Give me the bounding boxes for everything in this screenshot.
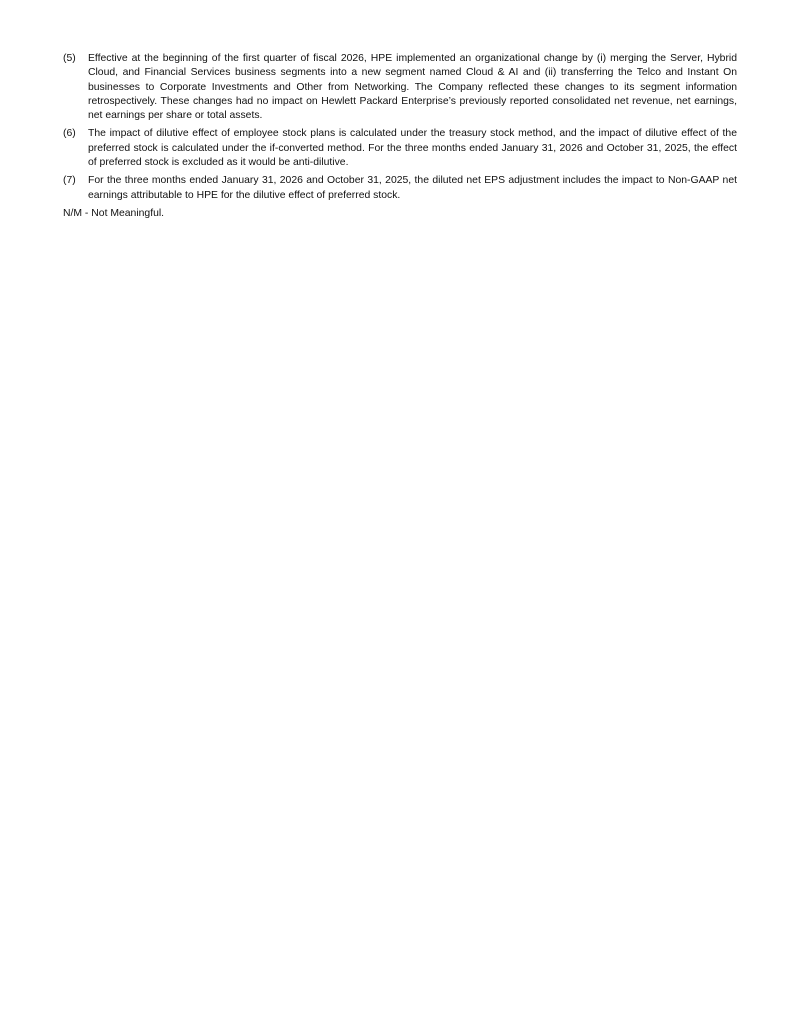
footnote-number: (6) [63, 128, 76, 140]
footnote-text: The impact of dilutive effect of employee stock plans is calculated under the treasury stock method, and the impact of dilutive effect of the preferred stock is calculated under the if-converted method. For the three months ended January 31, 2026 and October 31, 2025, the effect of preferred stock is excluded as it would be anti-dilutive. [88, 128, 737, 169]
footnotes-section [63, 52, 737, 221]
abbreviation-note: N/M - Not Meaningful. [63, 207, 165, 219]
footnote-5 [63, 52, 737, 123]
footnote-text: Effective at the beginning of the first quarter of fiscal 2026, HPE implemented an organizational change by (i) merging the Server, Hybrid Cloud, and Financial Services business segments into a new segment named Cloud & AI and (ii) transferring the Telco and Instant On businesses to Corporate Investments and Other from Networking. The Company reflected these changes to its segment information retrospectively. These changes had no impact on Hewlett Packard Enterprise’s previously reported consolidated net revenue, net earnings, net earnings per share or total assets. [88, 53, 737, 122]
footnote-7 [63, 174, 737, 203]
footnote-6 [63, 127, 737, 170]
footnote-text: For the three months ended January 31, 2026 and October 31, 2025, the diluted net EPS adjustment includes the impact to Non-GAAP net earnings attributable to HPE for the dilutive effect of preferred stock. [88, 175, 737, 201]
footnote-number: (7) [63, 175, 76, 187]
footnote-number: (5) [63, 53, 76, 64]
